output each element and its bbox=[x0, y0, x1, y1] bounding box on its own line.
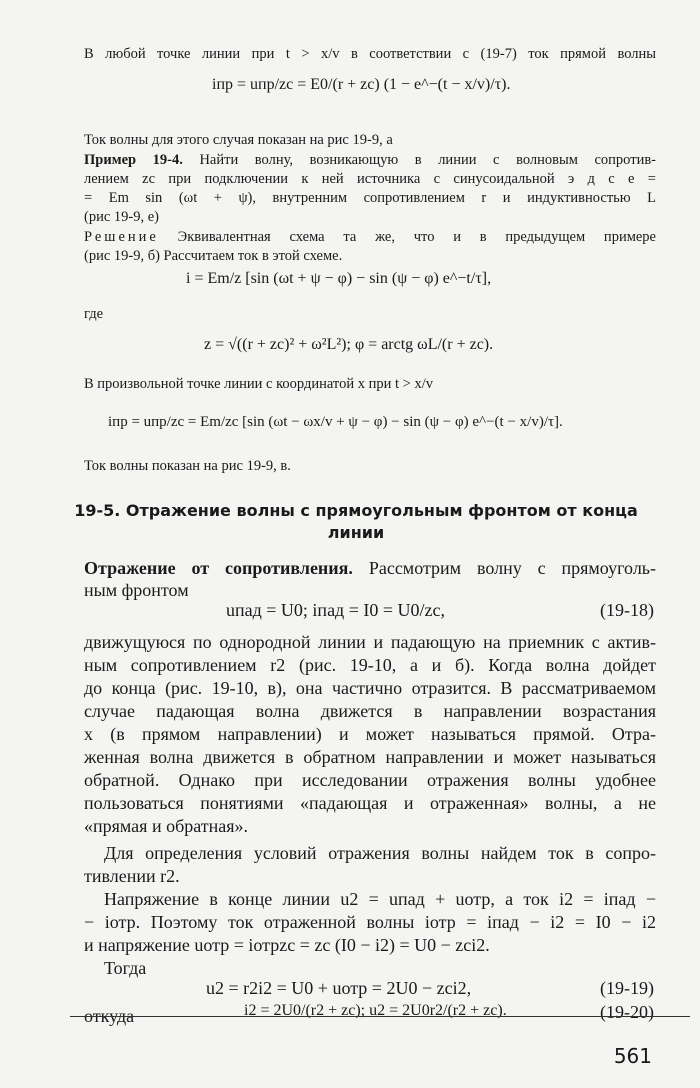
equation: u2 = r2i2 = U0 + uотр = 2U0 − zci2, bbox=[206, 978, 472, 998]
text-line: ным фронтом bbox=[84, 580, 189, 600]
text-line: где bbox=[84, 306, 104, 322]
text-line: до конца (рис. 19-10, в), она частично отразится. В рассматриваемом bbox=[84, 678, 656, 698]
text-line: (рис 19-9, б) Рассчитаем ток в этой схеме. bbox=[84, 248, 343, 264]
example-line bbox=[84, 152, 656, 169]
equation: i2 = 2U0/(r2 + zc); u2 = 2U0r2/(r2 + zc). bbox=[244, 1002, 507, 1019]
text-line: движущуюся по однородной линии и падающую на приемник с актив- bbox=[84, 632, 656, 652]
text-line: Для определения условий отражения волны найдем ток в сопро- bbox=[104, 843, 656, 863]
text-line: Ток волны для этого случая показан на рис 19-9, а bbox=[84, 132, 393, 148]
equation: iпр = uпр/zc = E0/(r + zc) (1 − e^−(t − x/v)/τ). bbox=[212, 76, 511, 93]
text-line: тивлении r2. bbox=[84, 866, 180, 886]
text-line: (рис 19-9, е) bbox=[84, 209, 159, 225]
text-line: обратной. Однако при исследовании отражения волны удобнее bbox=[84, 770, 656, 790]
text-line: женная волна движется в обратном направлении и может называться bbox=[84, 747, 656, 767]
solution-line bbox=[84, 229, 656, 246]
text-line: x (в прямом направлении) и может называться прямой. Отра- bbox=[84, 724, 656, 744]
text-span: Эквивалентная схема та же, что и в предыдущем примере bbox=[177, 229, 656, 245]
text-line: откуда bbox=[84, 1006, 135, 1026]
text-line: лением zc при подключении к ней источника с синусоидальной э д с e = bbox=[84, 171, 656, 187]
equation: iпр = uпр/zc = Em/zc [sin (ωt − ωx/v + ψ − φ) − sin (ψ − φ) e^−(t − x/v)/τ]. bbox=[108, 414, 563, 430]
solution-label: Решение bbox=[84, 229, 159, 245]
text-line: «прямая и обратная». bbox=[84, 816, 249, 836]
text-line: − iотр. Поэтому ток отраженной волны iотр = iпад − i2 = I0 − i2 bbox=[84, 912, 656, 932]
equation-number: (19-20) bbox=[600, 1002, 654, 1022]
text-line bbox=[84, 558, 656, 579]
text-span: Рассмотрим волну с прямоуголь- bbox=[368, 558, 657, 578]
text-line: В произвольной точке линии с координатой x при t > x/v bbox=[84, 376, 433, 392]
equation-number: (19-19) bbox=[600, 978, 654, 998]
example-label: Пример 19-4. bbox=[84, 152, 183, 168]
equation: uпад = U0; iпад = I0 = U0/zc, bbox=[226, 600, 445, 620]
equation: z = √((r + zc)² + ω²L²); φ = arctg ωL/(r + zc). bbox=[204, 336, 494, 353]
strike-rule bbox=[70, 1016, 690, 1017]
text-span: Найти волну, возникающую в линии с волновым сопротив- bbox=[199, 152, 656, 168]
text-line: Напряжение в конце линии u2 = uпад + uотр, а ток i2 = iпад − bbox=[104, 889, 656, 909]
paragraph-label: Отражение от сопротивления. bbox=[84, 558, 353, 578]
text-line: случае падающая волна движется в направлении возрастания bbox=[84, 701, 656, 721]
equation-number: (19-18) bbox=[600, 600, 654, 620]
section-title: 19-5. Отражение волны с прямоугольным фронтом от конца bbox=[74, 501, 638, 520]
equation: i = Em/z [sin (ωt + ψ − φ) − sin (ψ − φ) e^−t/τ], bbox=[186, 270, 492, 287]
text-line: пользоваться понятиями «падающая и отраженная» волны, а не bbox=[84, 793, 656, 813]
text-line: Тогда bbox=[104, 958, 147, 978]
page-number: 561 bbox=[613, 1044, 652, 1068]
text-line: Ток волны показан на рис 19-9, в. bbox=[84, 458, 291, 474]
text-line: = Em sin (ωt + ψ), внутренним сопротивлением r и индуктивностью L bbox=[84, 190, 656, 206]
section-title: линии bbox=[327, 523, 385, 542]
text-line: ным сопротивлением r2 (рис. 19-10, а и б). Когда волна дойдет bbox=[84, 655, 656, 675]
text-line: и напряжение uотр = iотрzc = zc (I0 − i2) = U0 − zci2. bbox=[84, 935, 490, 955]
text-line: В любой точке линии при t > x/v в соответствии с (19-7) ток прямой волны bbox=[84, 46, 656, 62]
